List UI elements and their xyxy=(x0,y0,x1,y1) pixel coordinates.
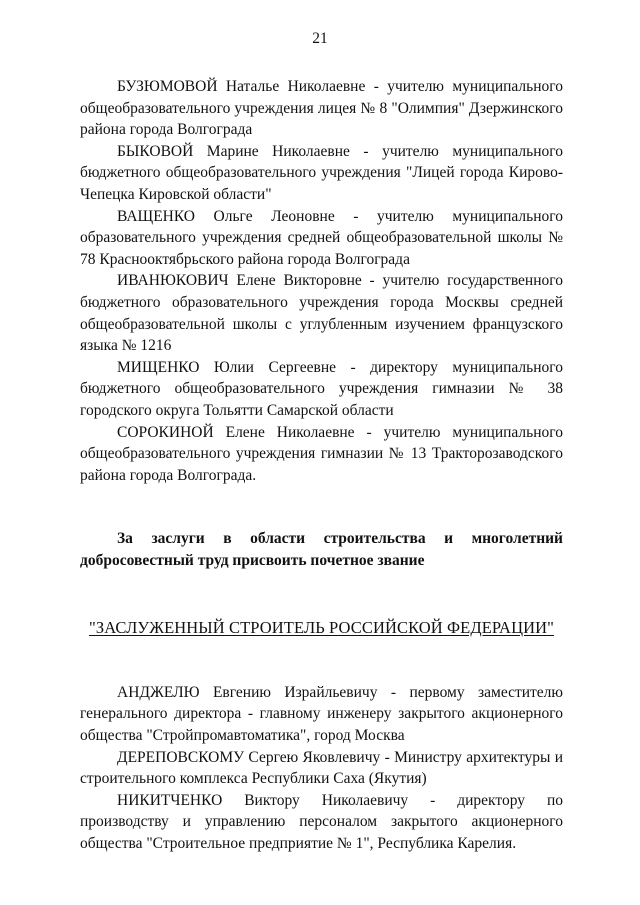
builders-list xyxy=(80,682,563,855)
awardee-entry: БУЗЮМОВОЙ Наталье Николаевне - учителю муниципального общеобразовательного учреждения лицея № 8 "Олимпия" Дзержинского района города Волгограда xyxy=(80,78,563,139)
awardee-entry: МИЩЕНКО Юлии Сергеевне - директору муниципального бюджетного общеобразовательного учреждения гимназии № 38 городского округа Тольятти Самарской области xyxy=(80,358,563,419)
honorary-title: "ЗАСЛУЖЕННЫЙ СТРОИТЕЛЬ РОССИЙСКОЙ ФЕДЕРАЦИИ" xyxy=(89,618,554,638)
awardee-entry: ИВАНЮКОВИЧ Елене Викторовне - учителю государственного бюджетного образовательного учреждения города Москвы средней общеобразовательной школы с углубленным изучением французского языка № 1216 xyxy=(80,272,563,355)
teachers-list xyxy=(80,76,563,486)
awardee-entry: БЫКОВОЙ Марине Николаевне - учителю муниципального бюджетного общеобразовательного учреждения "Лицей города Кирово-Чепецка Кировской области" xyxy=(80,142,563,203)
awardee-entry: НИКИТЧЕНКО Виктору Николаевичу - директору по производству и управлению персоналом закрытого акционерного общества "Строительное предприятие № 1", Республика Карелия. xyxy=(80,791,563,853)
page-number: 21 xyxy=(312,30,328,47)
document-body xyxy=(80,76,563,855)
awardee-entry: АНДЖЕЛЮ Евгению Израйльевичу - первому заместителю генерального директора - главному инженеру закрытого акционерного общества "Стройпромавтоматика", город Москва xyxy=(80,683,563,745)
awardee-entry: ДЕРЕПОВСКОМУ Сергею Яковлевичу - Министру архитектуры и строительного комплекса Республики Саха (Якутия) xyxy=(80,748,563,788)
decree-paragraph: За заслуги в области строительства и многолетний добросовестный труд присвоить почетное звание xyxy=(80,530,563,570)
awardee-entry: ВАЩЕНКО Ольге Леоновне - учителю муниципального образовательного учреждения средней общеобразовательной школы № 78 Краснооктябрьского района города Волгограда xyxy=(80,207,563,268)
awardee-entry: СОРОКИНОЙ Елене Николаевне - учителю муниципального общеобразовательного учреждения гимназии № 13 Тракторозаводского района города Волгограда. xyxy=(80,423,563,484)
